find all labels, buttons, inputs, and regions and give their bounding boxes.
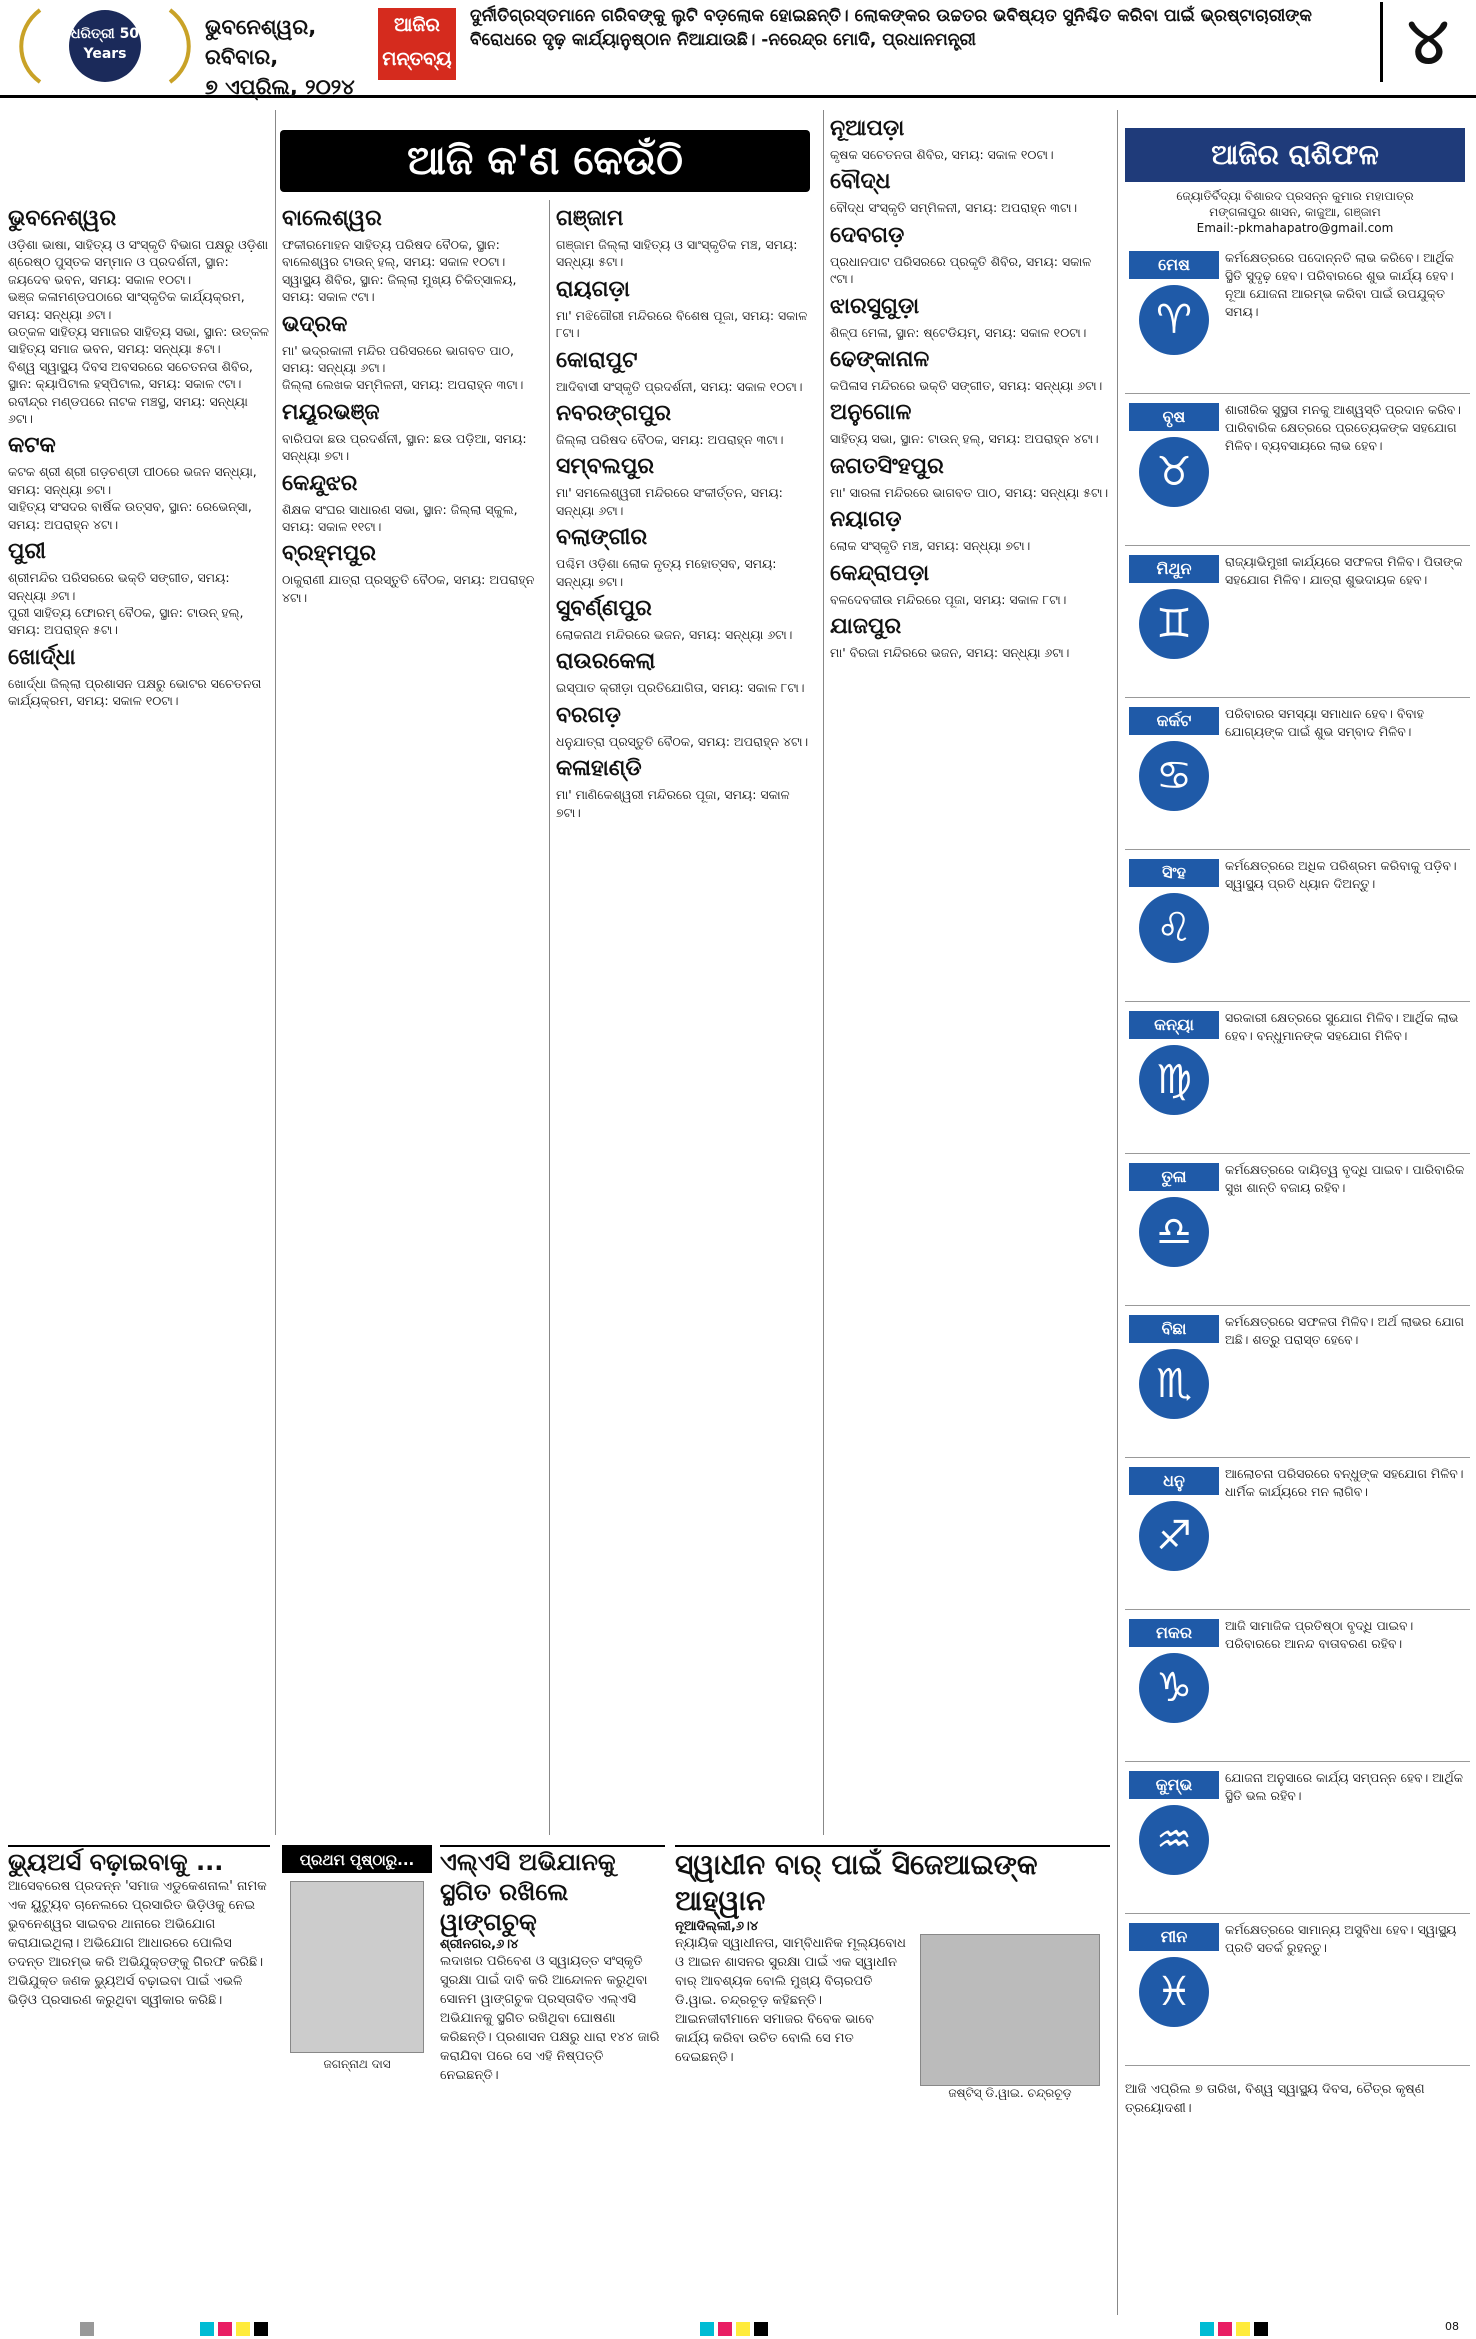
- event-item: ଇସ୍ପାତ କ୍ରୀଡ଼ା ପ୍ରତିଯୋଗିତା, ସମୟ: ସକାଳ ୮ଟା।: [556, 680, 805, 696]
- district-heading: ଢେଙ୍କାନାଳ: [830, 347, 930, 373]
- logo-text: ଧରିତ୍ରୀ 50 Years: [70, 26, 140, 62]
- event-item: ଠାକୁରାଣୀ ଯାତ୍ରା ପ୍ରସ୍ତୁତି ବୈଠକ, ସମୟ: ଅପରାହ୍ନ ୪ଟା।: [282, 572, 535, 605]
- zodiac-icon: ♐: [1139, 1501, 1209, 1571]
- event-item: ସ୍ୱାସ୍ଥ୍ୟ ଶିବିର, ସ୍ଥାନ: ଜିଲ୍ଲା ମୁଖ୍ୟ ଚିକିତ୍ସାଳୟ, ସମୟ: ସକାଳ ୯ଟା।: [282, 271, 517, 305]
- page-header: [0, 0, 1476, 98]
- rasi-name: ମୀନ: [1129, 1923, 1219, 1951]
- events-column-1: [8, 200, 270, 1835]
- events-column-4: [830, 110, 1112, 1835]
- district-heading: ବ୍ରହ୍ମପୁର: [282, 541, 377, 567]
- rasi-entry: [1125, 1765, 1470, 1914]
- rasi-name: କନ୍ୟା: [1129, 1011, 1219, 1039]
- zodiac-icon: ♋: [1139, 741, 1209, 811]
- color-registration-bar: [0, 2318, 1476, 2339]
- story2-body: ଲଦାଖର ପରିବେଶ ଓ ସ୍ୱାୟତ୍ତ ସଂସ୍କୃତି ସୁରକ୍ଷା ପାଇଁ ଦାବି କରି ଆନ୍ଦୋଳନ କରୁଥିବା ସୋନମ ୱାଙ୍ଗଚୁକ ପ୍ରସ୍ତାବିତ ଏଲ୍‌ଏସି ଅଭିଯାନକୁ ସ୍ଥଗିତ ରଖିଥିବା ଘୋଷଣା କରିଛନ୍ତି। ପ୍ରଶାସନ ପକ୍ଷରୁ ଧାରା ୧୪୪ ଜାରି କରାଯିବା ପରେ ସେ ଏହି ନିଷ୍ପତ୍ତି ନେଇଛନ୍ତି।: [440, 1954, 660, 2083]
- rasi-name: ବିଛା: [1129, 1315, 1219, 1343]
- district-heading: ଯାଜପୁର: [830, 614, 902, 640]
- event-item: କପିଳାସ ମନ୍ଦିରରେ ଭକ୍ତି ସଙ୍ଗୀତ, ସମୟ: ସନ୍ଧ୍ୟା ୬ଟା।: [830, 378, 1103, 394]
- rasi-text: କର୍ମକ୍ଷେତ୍ରରେ ସାମାନ୍ୟ ଅସୁବିଧା ହେବ। ସ୍ୱାସ୍ଥ୍ୟ ପ୍ରତି ସତର୍କ ରୁହନ୍ତୁ।: [1225, 1922, 1457, 1955]
- district-heading: ନୂଆପଡ଼ା: [830, 116, 905, 141]
- district-heading: ନୟାଗଡ଼: [830, 507, 902, 533]
- rasi-entry: [1125, 549, 1470, 698]
- district-heading: ଜଗତସିଂହପୁର: [830, 453, 944, 479]
- district-heading: ଭଦ୍ରକ: [282, 311, 348, 337]
- event-item: ମା' ସମଲେଶ୍ୱରୀ ମନ୍ଦିରରେ ସଂକୀର୍ତ୍ତନ, ସମୟ: ସନ୍ଧ୍ୟା ୬ଟା।: [556, 485, 783, 518]
- rasi-text: ରାଜ୍ୟାଭିମୁଖୀ କାର୍ଯ୍ୟରେ ସଫଳତା ମିଳିବ। ପିତାଙ୍କ ସହଯୋଗ ମିଳିବ। ଯାତ୍ରା ଶୁଭଦାୟକ ହେବ।: [1225, 554, 1463, 587]
- astrologer-email: Email:-pkmahapatro@gmail.com: [1196, 221, 1394, 235]
- district-heading: ଭୁବନେଶ୍ୱର: [8, 206, 117, 231]
- event-item: ପଶ୍ଚିମ ଓଡ଼ିଶା ଲୋକ ନୃତ୍ୟ ମହୋତ୍ସବ, ସମୟ: ସନ୍ଧ୍ୟା ୭ଟା।: [556, 556, 777, 589]
- story-lac: [440, 1845, 665, 2317]
- district-heading: ଅନୁଗୋଳ: [830, 400, 912, 426]
- section-masthead: ଆଜି କ'ଣ କେଉଁଠି: [280, 130, 810, 192]
- event-item: ଶ୍ରୀମନ୍ଦିର ପରିସରରେ ଭକ୍ତି ସଙ୍ଗୀତ, ସମୟ: ସନ୍ଧ୍ୟା ୬ଟା।: [8, 570, 230, 603]
- event-item: ଶିକ୍ଷକ ସଂଘର ସାଧାରଣ ସଭା, ସ୍ଥାନ: ଜିଲ୍ଲା ସ୍କୁଲ, ସମୟ: ସକାଳ ୧୧ଟା।: [282, 501, 518, 535]
- rasi-name: ତୁଳା: [1129, 1163, 1219, 1191]
- rasi-text: କର୍ମକ୍ଷେତ୍ରରେ ପଦୋନ୍ନତି ଲାଭ କରିବେ। ଆର୍ଥିକ ସ୍ଥିତି ସୁଦୃଢ଼ ହେବ। ପରିବାରରେ ଶୁଭ କାର୍ଯ୍ୟ ହେବ। ନୂଆ ଯୋଜନା ଆରମ୍ଭ କରିବା ପାଇଁ ଉପଯୁକ୍ତ ସମୟ।: [1225, 250, 1454, 319]
- zodiac-icon: ♌: [1139, 893, 1209, 963]
- rasi-entry: [1125, 397, 1470, 546]
- rasi-name: ମିଥୁନ: [1129, 555, 1219, 583]
- district-heading: କେନ୍ଦୁଝର: [282, 470, 358, 496]
- event-item: ଜିଲ୍ଲା ଲେଖକ ସମ୍ମିଳନୀ, ସମୟ: ଅପରାହ୍ନ ୩ଟା।: [282, 377, 524, 393]
- event-item: ମା' ସାରଳା ମନ୍ଦିରରେ ଭାଗବତ ପାଠ, ସମୟ: ସନ୍ଧ୍ୟା ୫ଟା।: [830, 484, 1109, 500]
- district-heading: ବାଲେଶ୍ୱର: [282, 206, 382, 231]
- events-column-2: [282, 200, 544, 1835]
- event-item: କଟକ ଶ୍ରୀ ଶ୍ରୀ ଗଡ଼ଚଣ୍ଡୀ ପୀଠରେ ଭଜନ ସନ୍ଧ୍ୟା, ସମୟ: ସନ୍ଧ୍ୟା ୭ଟା।: [8, 464, 257, 497]
- rasi-text: ପରିବାରର ସମସ୍ୟା ସମାଧାନ ହେବ। ବିବାହ ଯୋଗ୍ୟଙ୍କ ପାଇଁ ଶୁଭ ସମ୍ବାଦ ମିଳିବ।: [1225, 706, 1425, 739]
- panji-text: ଆଜି ଏପ୍ରିଲ ୭ ତାରିଖ, ବିଶ୍ୱ ସ୍ୱାସ୍ଥ୍ୟ ଦିବସ, ଚୈତ୍ର କୃଷ୍ଣ ତ୍ରୟୋଦଶୀ।: [1125, 2082, 1425, 2116]
- district-heading: ସୁବର୍ଣ୍ଣପୁର: [556, 596, 652, 622]
- astrologer-info: [1125, 188, 1465, 236]
- zodiac-icon: ♉: [1139, 437, 1209, 507]
- astrologer-place: ମଙ୍ଗଳାପୁର ଶାସନ, କାଜୁଆ, ଗଞ୍ଜାମ: [1209, 205, 1381, 219]
- rasi-text: ଶାରୀରିକ ସୁସ୍ଥତା ମନକୁ ଆଶ୍ୱସ୍ତି ପ୍ରଦାନ କରିବ। ପାରିବାରିକ କ୍ଷେତ୍ରରେ ପ୍ରତ୍ୟେକଙ୍କ ସହଯୋଗ ମିଳିବ। ବ୍ୟବସାୟରେ ଲାଭ ହେବ।: [1225, 402, 1461, 453]
- rasi-text: କର୍ମକ୍ଷେତ୍ରରେ ସଫଳତା ମିଳିବ। ଅର୍ଥ ଲାଭର ଯୋଗ ଅଛି। ଶତ୍ରୁ ପରାସ୍ତ ହେବେ।: [1225, 1314, 1465, 1347]
- event-item: ମା' ମାଣିକେଶ୍ୱରୀ ମନ୍ଦିରରେ ପୂଜା, ସମୟ: ସକାଳ ୭ଟା।: [556, 787, 790, 820]
- event-item: ଖୋର୍ଦ୍ଧା ଜିଲ୍ଲା ପ୍ରଶାସନ ପକ୍ଷରୁ ଭୋଟର ସଚେତନତା କାର୍ଯ୍ୟକ୍ରମ, ସମୟ: ସକାଳ ୧୦ଟା।: [8, 675, 262, 709]
- event-item: ମା' ବିରଜା ମନ୍ଦିରରେ ଭଜନ, ସମୟ: ସନ୍ଧ୍ୟା ୬ଟା।: [830, 645, 1070, 661]
- district-heading: ଦେବଗଡ଼: [830, 222, 905, 248]
- event-item: ବୌଦ୍ଧ ସଂସ୍କୃତି ସମ୍ମିଳନୀ, ସମୟ: ଅପରାହ୍ନ ୩ଟା।: [830, 200, 1078, 216]
- district-heading: ନବରଙ୍ଗପୁର: [556, 401, 672, 427]
- rasifal-title: ଆଜିର ରାଶିଫଳ: [1125, 128, 1465, 182]
- zodiac-icon: ♑: [1139, 1653, 1209, 1723]
- rasi-entry: [1125, 701, 1470, 850]
- event-item: ଲୋକ ସଂସ୍କୃତି ମଞ୍ଚ, ସମୟ: ସନ୍ଧ୍ୟା ୭ଟା।: [830, 538, 1031, 554]
- footer-code: 08: [1445, 2320, 1459, 2333]
- event-item: ପ୍ରଧାନପାଟ ପରିସରରେ ପ୍ରକୃତି ଶିବିର, ସମୟ: ସକାଳ ୯ଟା।: [830, 253, 1092, 287]
- photo1-avatar: [290, 1881, 424, 2053]
- astrologer-name: ଜ୍ୟୋତିର୍ବିଦ୍ୟା ବିଶାରଦ ପ୍ରସନ୍ନ କୁମାର ମହାପାତ୍ର: [1176, 189, 1414, 203]
- events-column-3: [556, 200, 818, 1835]
- event-item: ବିଶ୍ୱ ସ୍ୱାସ୍ଥ୍ୟ ଦିବସ ଅବସରରେ ସଚେତନତା ଶିବିର, ସ୍ଥାନ: କ୍ୟାପିଟାଲ ହସ୍ପିଟାଲ, ସମୟ: ସକାଳ ୯ଟା।: [8, 358, 253, 392]
- rasi-text: ସରକାରୀ କ୍ଷେତ୍ରରେ ସୁଯୋଗ ମିଳିବ। ଆର୍ଥିକ ଲାଭ ହେବ। ବନ୍ଧୁମାନଙ୍କ ସହଯୋଗ ମିଳିବ।: [1225, 1010, 1459, 1043]
- story1-body: ଆସେବରେଷ ପ୍ରଦନ୍ନ 'ସମାଜ ଏଡୁକେଶନାଲ' ନାମକ ଏକ ୟୁଟ୍ୟୁବ ଚାନେଲରେ ପ୍ରସାରିତ ଭିଡ଼ିଓକୁ ନେଇ ଭୁବନେଶ୍ୱର ସାଇବର ଥାନାରେ ଅଭିଯୋଗ କରାଯାଇଥିଲା। ଅଭିଯୋଗ ଆଧାରରେ ପୋଲିସ ତଦନ୍ତ ଆରମ୍ଭ କରି ଅଭିଯୁକ୍ତଙ୍କୁ ଗିରଫ କରିଛି। ଅଭିଯୁକ୍ତ ଜଣକ ଭ୍ୟୁଅର୍ସ ବଢ଼ାଇବା ପାଇଁ ଏଭଳି ଭିଡ଼ିଓ ପ୍ରସାରଣ କରୁଥିବା ସ୍ୱୀକାର କରିଛି।: [8, 1879, 267, 2008]
- rasi-entry: [1125, 1309, 1470, 1458]
- event-item: ବାରିପଦା ଛଉ ପ୍ରଦର୍ଶନୀ, ସ୍ଥାନ: ଛଉ ପଡ଼ିଆ, ସମୟ: ସନ୍ଧ୍ୟା ୭ଟା।: [282, 430, 527, 464]
- event-item: ଓଡ଼ିଶା ଭାଷା, ସାହିତ୍ୟ ଓ ସଂସ୍କୃତି ବିଭାଗ ପକ୍ଷରୁ ଓଡ଼ିଶା ଶ୍ରେଷ୍ଠ ପୁସ୍ତକ ସମ୍ମାନ ଓ ପ୍ରଦର୍ଶନୀ, ସ୍ଥାନ: ଜୟଦେବ ଭବନ, ସମୟ: ସକାଳ ୧୦ଟା।: [8, 237, 269, 287]
- event-item: ମା' ମଝିଗୌରୀ ମନ୍ଦିରରେ ବିଶେଷ ପୂଜା, ସମୟ: ସକାଳ ୮ଟା।: [556, 307, 808, 341]
- photo2-avatar: [920, 1934, 1100, 2086]
- district-heading: ଗଞ୍ଜାମ: [556, 206, 624, 231]
- rasi-name: କର୍କଟ: [1129, 707, 1219, 735]
- district-heading: କେନ୍ଦ୍ରାପଡ଼ା: [830, 560, 930, 586]
- story3-headline: ସ୍ୱାଧୀନ ବାର୍ ପାଇଁ ସିଜେଆଇଙ୍କ ଆହ୍ୱାନ: [675, 1848, 1038, 1917]
- event-item: ସାହିତ୍ୟ ସଭା, ସ୍ଥାନ: ଟାଉନ୍ ହଲ୍, ସମୟ: ଅପରାହ୍ନ ୪ଟା।: [830, 431, 1099, 447]
- district-heading: ଖୋର୍ଦ୍ଧା: [8, 644, 76, 670]
- district-heading: ସମ୍ବଲପୁର: [556, 454, 655, 480]
- rasi-entry: [1125, 1613, 1470, 1762]
- district-heading: ଝାରସୁଗୁଡ଼ା: [830, 293, 920, 319]
- story-viewers: [8, 1845, 270, 2317]
- rasi-entry: [1125, 245, 1470, 394]
- event-item: ଧନୁଯାତ୍ରା ପ୍ରସ୍ତୁତି ବୈଠକ, ସମୟ: ଅପରାହ୍ନ ୪ଟା।: [556, 733, 809, 749]
- rasi-entry: [1125, 1917, 1470, 2066]
- rasi-name: ସିଂହ: [1129, 859, 1219, 887]
- brand-box: ଆଜିର ମନ୍ତବ୍ୟ: [378, 8, 456, 80]
- rasi-entry: [1125, 1005, 1470, 1154]
- event-item: କୃଷକ ସଚେତନତା ଶିବିର, ସମୟ: ସକାଳ ୧୦ଟା।: [830, 147, 1054, 162]
- rasi-text: ଆଲୋଚନା ପରିସରରେ ବନ୍ଧୁଙ୍କ ସହଯୋଗ ମିଳିବ। ଧାର୍ମିକ କାର୍ଯ୍ୟରେ ମନ ଲାଗିବ।: [1225, 1466, 1464, 1499]
- district-heading: ରାଉରକେଲା: [556, 649, 656, 675]
- zodiac-icon: ♏: [1139, 1349, 1209, 1419]
- rasi-text: ଯୋଜନା ଅନୁସାରେ କାର୍ଯ୍ୟ ସମ୍ପନ୍ନ ହେବ। ଆର୍ଥିକ ସ୍ଥିତି ଭଲ ରହିବ।: [1225, 1770, 1463, 1803]
- rasi-name: ବୃଷ: [1129, 403, 1219, 431]
- event-item: ଜିଲ୍ଲା ପରିଷଦ ବୈଠକ, ସମୟ: ଅପରାହ୍ନ ୩ଟା।: [556, 432, 784, 448]
- dateline-date: ୭ ଏପ୍ରିଲ, ୨୦୨୪: [205, 75, 355, 99]
- rasi-name: ମେଷ: [1129, 251, 1219, 279]
- event-item: ଶିଳ୍ପ ମେଳା, ସ୍ଥାନ: ଷ୍ଟେଡିୟମ୍, ସମୟ: ସକାଳ ୧୦ଟା।: [830, 324, 1087, 340]
- story2-dateline: ଶ୍ରୀନଗର,୬।୪: [440, 1937, 519, 1952]
- district-heading: ବଲାଙ୍ଗୀର: [556, 525, 648, 551]
- logo: [10, 4, 200, 88]
- story3-body: ନ୍ୟାୟିକ ସ୍ୱାଧୀନତା, ସାମ୍ବିଧାନିକ ମୂଲ୍ୟବୋଧ ଓ ଆଇନ ଶାସନର ସୁରକ୍ଷା ପାଇଁ ଏକ ସ୍ୱାଧୀନ ବାର୍ ଆବଶ୍ୟକ ବୋଲି ମୁଖ୍ୟ ବିଚାରପତି ଡି.ୱାଇ. ଚନ୍ଦ୍ରଚୂଡ଼ କହିଛନ୍ତି। ଆଇନଜୀବୀମାନେ ସମାଜର ବିବେକ ଭାବେ କାର୍ଯ୍ୟ କରିବା ଉଚିତ ବୋଲି ସେ ମତ ଦେଇଛନ୍ତି।: [675, 1936, 906, 2065]
- event-item: ସାହିତ୍ୟ ସଂସଦର ବାର୍ଷିକ ଉତ୍ସବ, ସ୍ଥାନ: ରେଭେନ୍ସା, ସମୟ: ଅପରାହ୍ନ ୪ଟା।: [8, 499, 252, 532]
- district-heading: ମୟୂରଭଞ୍ଜ: [282, 399, 380, 425]
- event-item: ବଳଦେବଜୀଉ ମନ୍ଦିରରେ ପୂଜା, ସମୟ: ସକାଳ ୮ଟା।: [830, 591, 1067, 607]
- event-item: ମା' ଭଦ୍ରକାଳୀ ମନ୍ଦିର ପରିସରରେ ଭାଗବତ ପାଠ, ସମୟ: ସନ୍ଧ୍ୟା ୬ଟା।: [282, 342, 514, 376]
- event-item: ଉତ୍କଳ ସାହିତ୍ୟ ସମାଜର ସାହିତ୍ୟ ସଭା, ସ୍ଥାନ: ଉତ୍କଳ ସାହିତ୍ୟ ସମାଜ ଭବନ, ସମୟ: ସନ୍ଧ୍ୟା ୫ଟା।: [8, 324, 269, 357]
- rasi-entry: [1125, 1157, 1470, 1306]
- rasi-text: କର୍ମକ୍ଷେତ୍ରରେ ଦାୟିତ୍ୱ ବୃଦ୍ଧି ପାଇବ। ପାରିବାରିକ ସୁଖ ଶାନ୍ତି ବଜାୟ ରହିବ।: [1225, 1162, 1465, 1195]
- district-heading: ବୌଦ୍ଧ: [830, 169, 891, 195]
- zodiac-icon: ♍: [1139, 1045, 1209, 1115]
- rasi-text: କର୍ମକ୍ଷେତ୍ରରେ ଅଧିକ ପରିଶ୍ରମ କରିବାକୁ ପଡ଼ିବ। ସ୍ୱାସ୍ଥ୍ୟ ପ୍ରତି ଧ୍ୟାନ ଦିଅନ୍ତୁ।: [1225, 858, 1457, 891]
- rasi-text: ଆଜି ସାମାଜିକ ପ୍ରତିଷ୍ଠା ବୃଦ୍ଧି ପାଇବ। ପରିବାରରେ ଆନନ୍ଦ ବାତାବରଣ ରହିବ।: [1225, 1618, 1414, 1651]
- district-heading: ବରଗଡ଼: [556, 702, 621, 728]
- event-item: ପୁରୀ ସାହିତ୍ୟ ଫୋରମ୍ ବୈଠକ, ସ୍ଥାନ: ଟାଉନ୍ ହଲ୍, ସମୟ: ଅପରାହ୍ନ ୫ଟା।: [8, 604, 244, 638]
- dateline-day: ଭୁବନେଶ୍ୱର, ରବିବାର,: [205, 15, 317, 69]
- district-heading: କଳାହାଣ୍ଡି: [556, 756, 642, 782]
- zodiac-icon: ♈: [1139, 285, 1209, 355]
- story3-dateline: ନୂଆଦିଲ୍ଲୀ,୬।୪: [675, 1919, 759, 1934]
- rasi-entry: [1125, 1461, 1470, 1610]
- page-number: ୪: [1380, 2, 1473, 82]
- zodiac-icon: ♊: [1139, 589, 1209, 659]
- district-heading: ରାୟଗଡ଼ା: [556, 276, 630, 302]
- photo2-caption: ଜଷ୍ଟିସ୍ ଡି.ୱାଇ. ଚନ୍ଦ୍ରଚୂଡ଼: [948, 2086, 1072, 2100]
- district-heading: କଟକ: [8, 433, 56, 459]
- district-heading: ପୁରୀ: [8, 539, 46, 565]
- event-item: ଫକୀରମୋହନ ସାହିତ୍ୟ ପରିଷଦ ବୈଠକ, ସ୍ଥାନ: ବାଲେଶ୍ୱର ଟାଉନ୍ ହଲ୍, ସମୟ: ସକାଳ ୧୦ଟା।: [282, 237, 506, 270]
- story2-headline: ଏଲ୍‌ଏସି ଅଭିଯାନକୁ ସ୍ଥଗିତ ରଖିଲେ ୱାଙ୍ଗଚୁକ୍: [440, 1848, 616, 1936]
- rasi-entry: [1125, 853, 1470, 1002]
- rasi-name: ଧନୁ: [1129, 1467, 1219, 1495]
- quote-of-day: ଦୁର୍ନୀତିଗ୍ରସ୍ତମାନେ ଗରିବଙ୍କୁ ଲୁଟି ବଡ଼ଲୋକ ହୋଇଛନ୍ତି। ଲୋକଙ୍କର ଉଚ୍ଚତର ଭବିଷ୍ୟତ ସୁନିଶ୍ଚିତ କରିବା ପାଇଁ ଭ୍ରଷ୍ଟାଚାରୀଙ୍କ ବିରୋଧରେ ଦୃଢ଼ କାର୍ଯ୍ୟାନୁଷ୍ଠାନ ନିଆଯାଉଛି। -ନରେନ୍ଦ୍ର ମୋଦି, ପ୍ରଧାନମନ୍ତ୍ରୀ: [470, 6, 1312, 50]
- event-item: ଗଞ୍ଜାମ ଜିଲ୍ଲା ସାହିତ୍ୟ ଓ ସାଂସ୍କୃତିକ ମଞ୍ଚ, ସମୟ: ସନ୍ଧ୍ୟା ୫ଟା।: [556, 237, 798, 270]
- dateline: [205, 12, 375, 102]
- district-heading: କୋରାପୁଟ: [556, 347, 638, 373]
- event-item: ଆଦିବାସୀ ସଂସ୍କୃତି ପ୍ରଦର୍ଶନୀ, ସମୟ: ସକାଳ ୧୦ଟା।: [556, 378, 803, 394]
- story-first-page: [282, 1845, 432, 2317]
- story1-headline: ଭ୍ୟୁଅର୍ସ ବଢ଼ାଇବାକୁ ...: [8, 1848, 224, 1876]
- zodiac-icon: ♎: [1139, 1197, 1209, 1267]
- story-cji: [675, 1845, 1110, 2317]
- zodiac-icon: ♓: [1139, 1957, 1209, 2027]
- rasi-name: କୁମ୍ଭ: [1129, 1771, 1219, 1799]
- first-page-label: ପ୍ରଥମ ପୃଷ୍ଠାରୁ...: [282, 1847, 432, 1873]
- event-item: ରବୀନ୍ଦ୍ର ମଣ୍ଡପରେ ନାଟକ ମଞ୍ଚସ୍ଥ, ସମୟ: ସନ୍ଧ୍ୟା ୬ଟା।: [8, 393, 248, 427]
- event-item: ଭଞ୍ଜ କଳାମଣ୍ଡପଠାରେ ସାଂସ୍କୃତିକ କାର୍ଯ୍ୟକ୍ରମ, ସମୟ: ସନ୍ଧ୍ୟା ୬ଟା।: [8, 289, 245, 322]
- photo1-caption: ଜଗନ୍ନାଥ ଦାସ: [323, 2057, 391, 2071]
- event-item: ଲୋକନାଥ ମନ୍ଦିରରେ ଭଜନ, ସମୟ: ସନ୍ଧ୍ୟା ୬ଟା।: [556, 627, 793, 643]
- rasi-name: ମକର: [1129, 1619, 1219, 1647]
- zodiac-icon: ♒: [1139, 1805, 1209, 1875]
